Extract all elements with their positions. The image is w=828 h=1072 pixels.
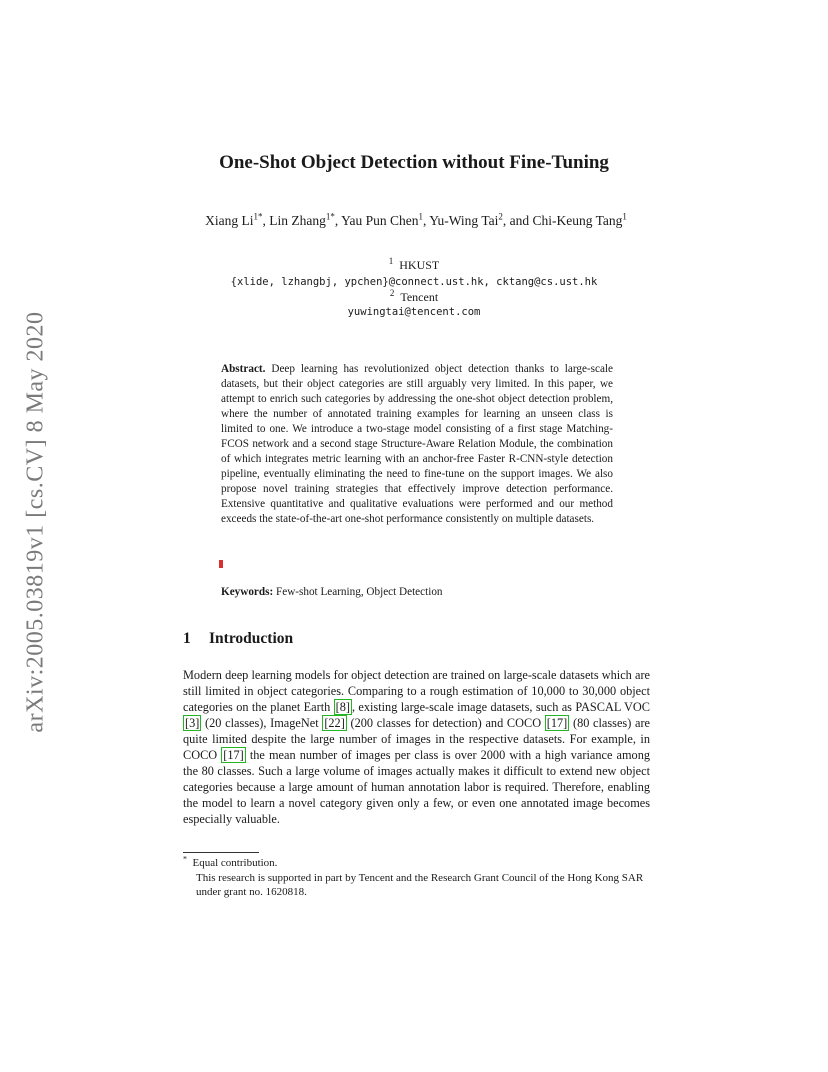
citation-link[interactable]: [17]	[223, 748, 244, 762]
author-name: Lin Zhang	[269, 213, 326, 228]
citation-link[interactable]: [22]	[324, 716, 345, 730]
footnote-2: This research is supported in part by Tencent and the Research Grant Council of the Hong Kong SAR under grant no. 1620818.	[196, 871, 644, 898]
keywords	[221, 586, 443, 598]
footnote-text: Equal contribution.	[192, 857, 278, 869]
author-affil-mark: 1	[418, 211, 423, 222]
affiliation-name: Tencent	[400, 290, 439, 304]
footnotes	[183, 856, 650, 900]
footnote-1	[183, 856, 650, 871]
affiliation-1-emails: {xlide, lzhangbj, ypchen}@connect.ust.hk, cktang@cs.ust.hk	[230, 276, 598, 288]
section-title: Introduction	[209, 630, 294, 647]
author-separator: , and	[502, 213, 533, 228]
footnote-mark: *	[183, 854, 187, 864]
keywords-label: Keywords:	[221, 586, 274, 598]
affiliation-mark: 1	[388, 256, 394, 266]
author-affil-mark: 1	[622, 211, 627, 222]
section-heading	[183, 630, 293, 648]
author-affil-mark: 2	[498, 211, 503, 222]
abstract	[221, 362, 613, 527]
affiliation-mark: 2	[389, 288, 395, 298]
citation-link[interactable]: [8]	[335, 700, 350, 714]
affiliation-2	[0, 290, 828, 305]
intro-text: the mean number of images per class is over 2000 with a high variance among the 80 classes. Such a large volume of images actually makes it difficult to extend new object categories because a large amount of human annotation labor is required. Therefore, enabling the model to learn a novel category given only a few, or even one annotated image becomes especially valuable.	[183, 748, 650, 826]
author-name: Xiang Li	[205, 213, 254, 228]
author-separator: ,	[422, 213, 430, 228]
intro-text: Modern deep learning models for object detection are trained on large-scale datasets which are still limited in object categories. Comparing to a rough estimation of 10,000 to 30,000 object categories on the planet Earth	[183, 668, 650, 714]
arxiv-id-text: arXiv:2005.03819v1 [cs.CV] 8 May 2020	[22, 311, 49, 733]
affiliation-1	[0, 258, 828, 273]
affiliation-2-email: yuwingtai@tencent.com	[347, 306, 481, 318]
author-name: Chi-Keung Tang	[532, 213, 623, 228]
footnote-rule	[183, 852, 259, 853]
affiliation-name: HKUST	[399, 258, 440, 272]
intro-text: (80 classes) are quite limited despite the large number of images in the respective datasets. For example, in COCO	[183, 716, 651, 762]
intro-text: (20 classes), ImageNet	[201, 716, 323, 730]
author-affil-mark: 1*	[253, 211, 263, 222]
intro-text: (200 classes for detection) and COCO	[346, 716, 545, 730]
abstract-text: Deep learning has revolutionized object detection thanks to large-scale datasets, but their object categories are still arguably very limited. In this paper, we attempt to enrich such categories by addressing the one-shot object detection problem, where the number of annotated training examples for learning an unseen class is limited to one. We introduce a two-stage model consisting of a first stage Matching-FCOS network and a second stage Structure-Aware Relation Module, the combination of which integrates metric learning with an anchor-free Faster R-CNN-style detection pipeline, eventually eliminating the need to fine-tune on the support images. We also propose novel training strategies that effectively improve detection performance. Extensive quantitative and qualitative evaluations were performed and our method exceeds the state-of-the-art one-shot performance consistently on multiple datasets.	[221, 363, 613, 525]
author-separator: ,	[262, 213, 270, 228]
citation-link[interactable]: [3]	[185, 716, 200, 730]
author-name: Yau Pun Chen	[341, 213, 419, 228]
red-marker	[219, 560, 223, 568]
author-affil-mark: 1*	[325, 211, 335, 222]
author-list	[190, 212, 642, 230]
abstract-label: Abstract.	[221, 363, 266, 375]
citation-link[interactable]: [17]	[546, 716, 568, 730]
author-name: Yu-Wing Tai	[429, 213, 499, 228]
paper-title: One-Shot Object Detection without Fine-Tuning	[219, 152, 609, 173]
intro-paragraph	[183, 667, 650, 827]
intro-text: , existing large-scale image datasets, such as PASCAL VOC	[351, 700, 650, 714]
arxiv-side-identifier	[14, 284, 58, 760]
keywords-text: Few-shot Learning, Object Detection	[276, 586, 443, 598]
author-separator: ,	[334, 213, 342, 228]
section-number: 1	[183, 630, 191, 647]
